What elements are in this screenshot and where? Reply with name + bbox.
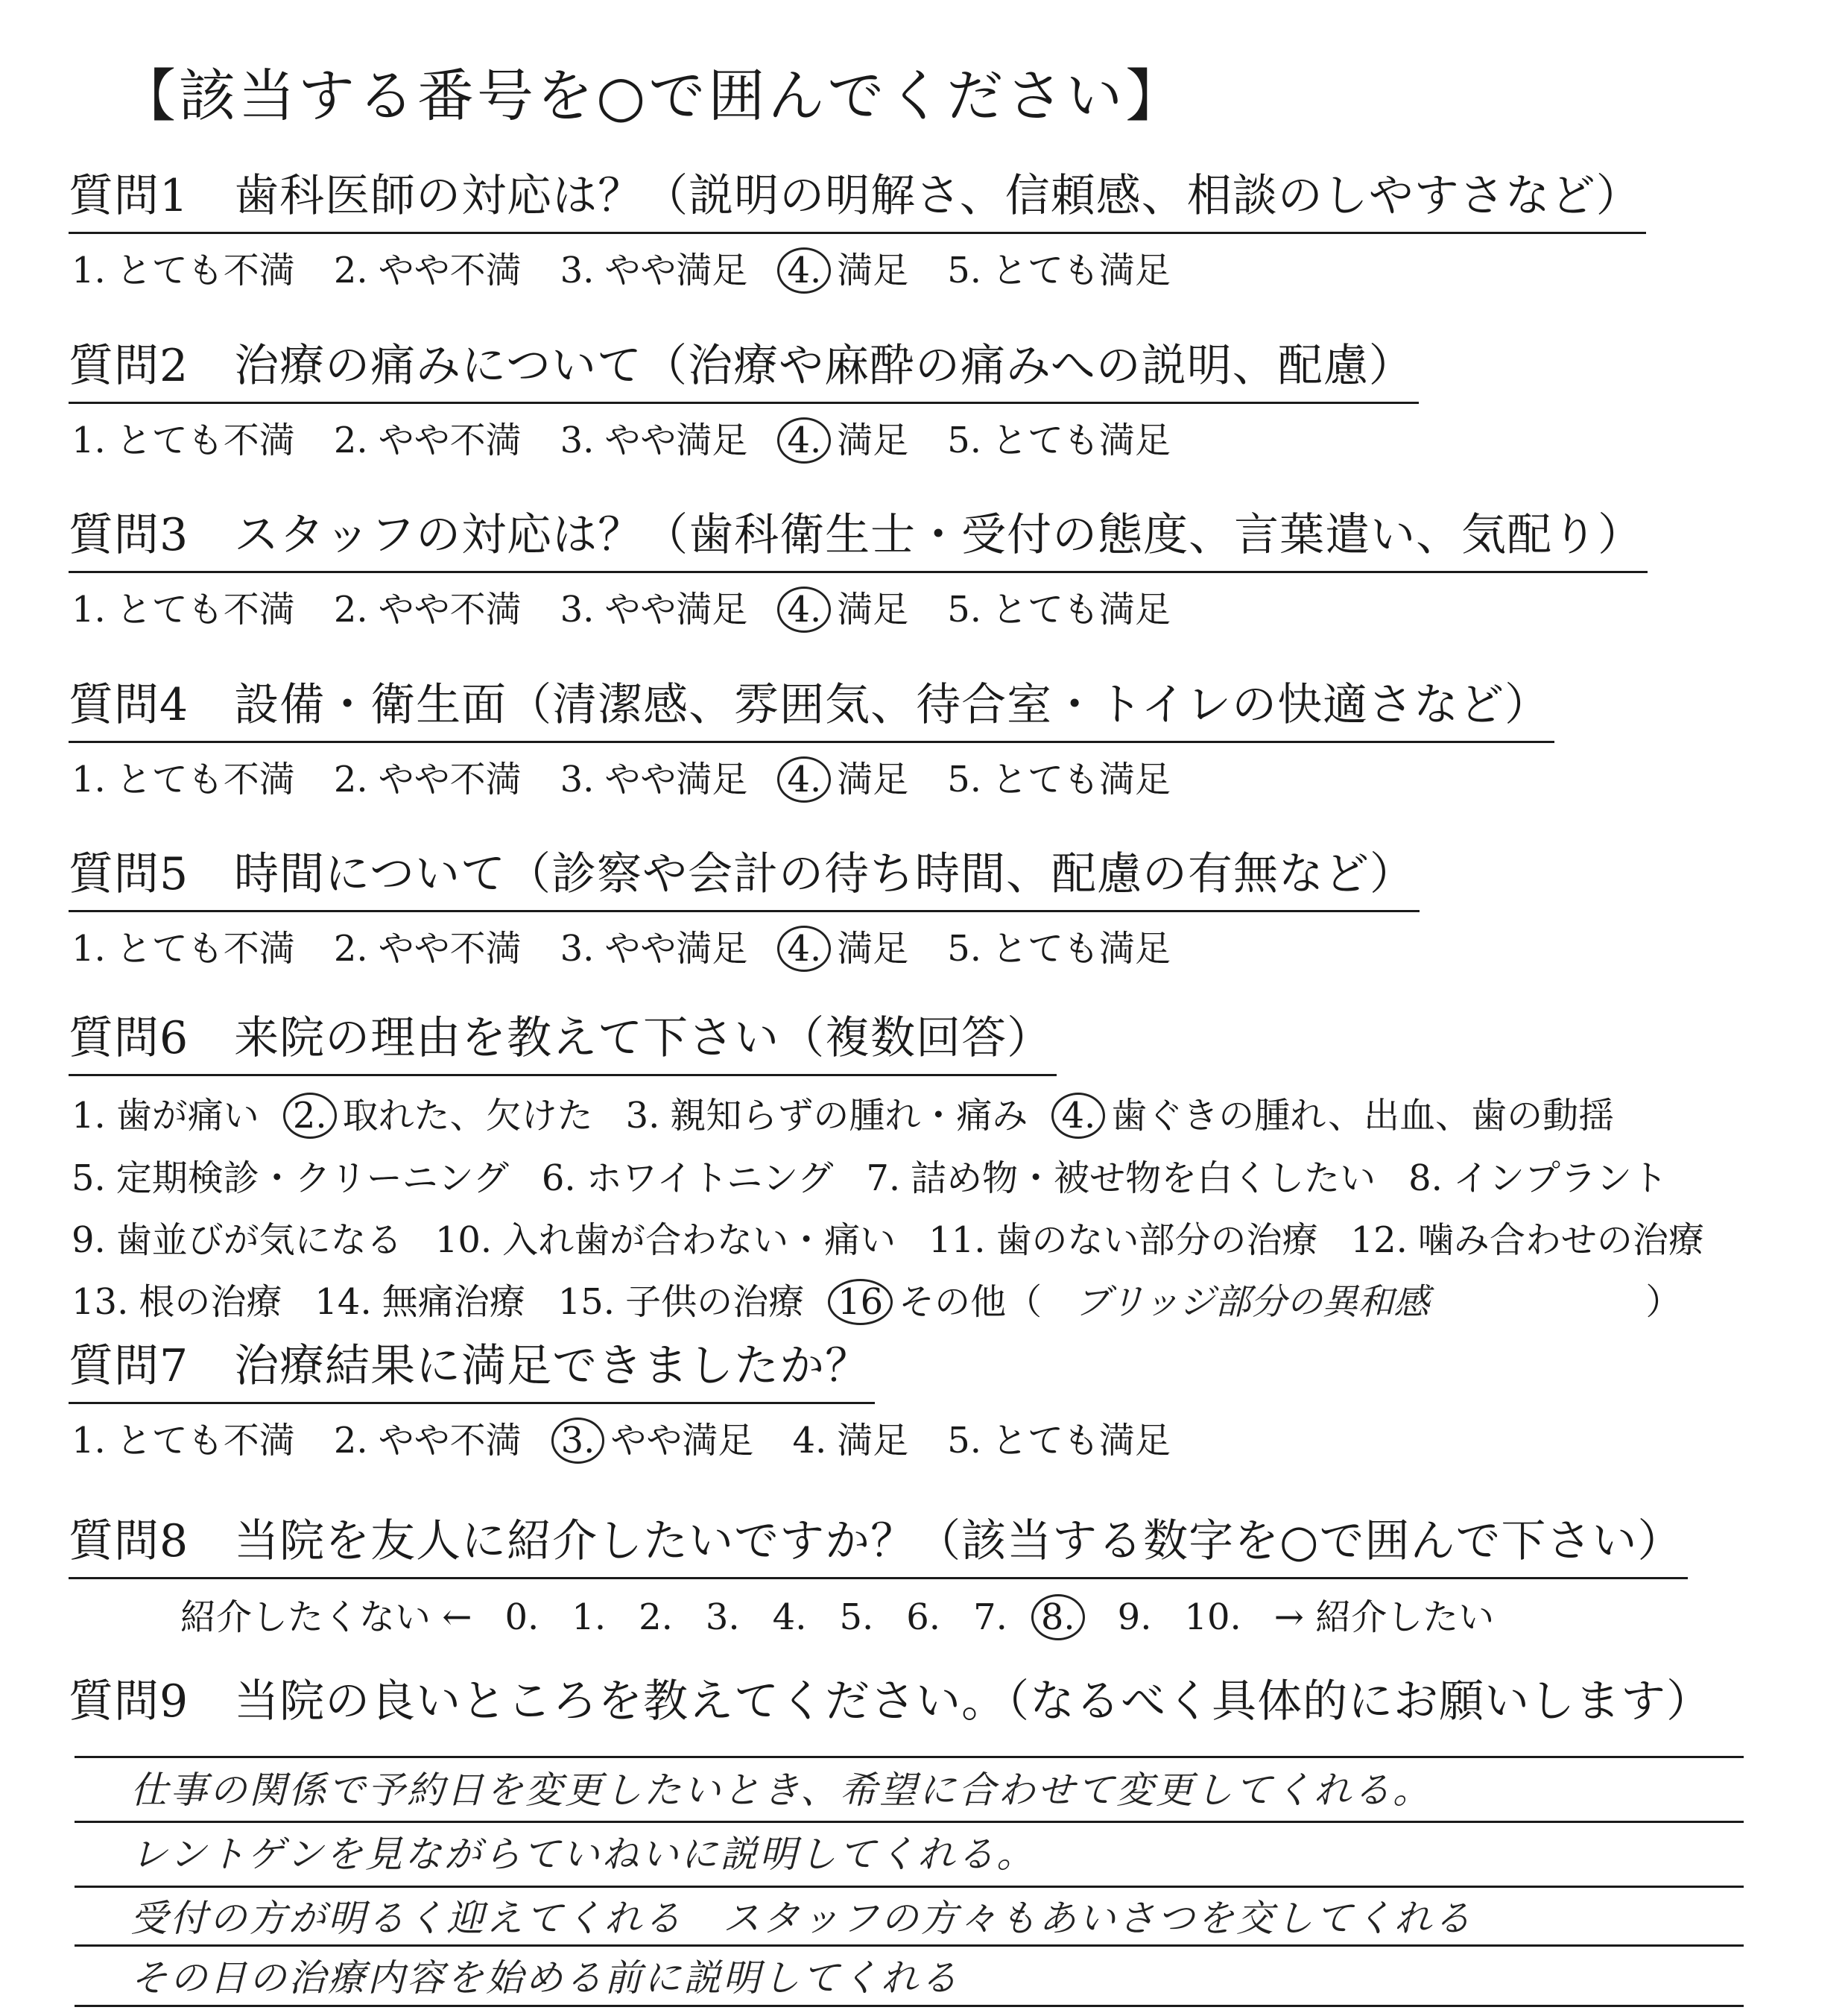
rating-option (792, 1412, 908, 1463)
option-label: とても満足 (992, 250, 1171, 291)
reason-option (626, 1087, 1028, 1138)
rating-option (334, 1412, 522, 1463)
page-heading: 【該当する番号を○で囲んでください】 (119, 63, 1186, 129)
option-label: 無痛治療 (382, 1281, 525, 1323)
option-label: とても不満 (116, 589, 295, 631)
rating-option (786, 411, 908, 464)
option-number: 2. (333, 759, 368, 800)
q6-line (69, 1087, 1737, 1139)
option-number: 3. (560, 759, 595, 800)
reason-option (1351, 1211, 1704, 1263)
rating-option (786, 750, 908, 803)
option-label: 噛み合わせの治療 (1417, 1219, 1704, 1261)
recommend-scale (69, 1588, 1688, 1640)
option-number: 5. (72, 1157, 106, 1199)
option-number: 5. (947, 420, 982, 461)
option-number: 2. (333, 250, 368, 291)
option-label: やや満足 (610, 1420, 754, 1461)
option-label: 歯ぐきの腫れ、出血、歯の動揺 (1111, 1095, 1615, 1137)
option-label: やや満足 (604, 928, 748, 970)
scale-value: 2. (639, 1596, 673, 1638)
option-number: 4. (777, 417, 831, 464)
handwritten-other-text: ブリッジ部分の異和感 (1075, 1281, 1430, 1323)
rating-option (334, 920, 522, 971)
handwritten-answer: 受付の方が明るく迎えてくれる スタッフの方々もあいさつを交してくれる (130, 1897, 1473, 1940)
option-label: 歯並びが気になる (116, 1219, 402, 1261)
rating-options (69, 581, 1648, 633)
scale-value: 9. (1117, 1596, 1152, 1638)
q6-line (69, 1211, 1737, 1263)
rating-option (72, 1412, 295, 1463)
scale-value: 3. (705, 1596, 740, 1638)
handwritten-answer: レントゲンを見ながらていねいに説明してくれる。 (130, 1833, 1037, 1876)
reason-option (542, 1149, 833, 1201)
option-label: 満足 (837, 589, 909, 631)
question-6 (69, 1002, 1737, 1325)
option-number: 3. (560, 589, 595, 631)
scale-value: 7. (973, 1596, 1007, 1638)
other-close-paren: ） (1645, 1281, 1682, 1323)
question-1 (69, 160, 1646, 294)
scale-value: 8. (1031, 1594, 1085, 1640)
rating-option (560, 581, 748, 632)
reason-option (866, 1149, 1376, 1201)
question-9 (69, 1666, 1712, 1730)
option-number: 5. (947, 250, 982, 291)
option-number: 1. (72, 1420, 106, 1461)
rating-option (72, 750, 295, 802)
option-label: やや満足 (604, 589, 748, 631)
option-label: 入れ歯が合わない・痛い (502, 1219, 896, 1261)
scale-value: 10. (1184, 1596, 1241, 1638)
option-number: 12. (1350, 1219, 1408, 1261)
reason-option (72, 1211, 402, 1263)
option-label: 詰め物・被せ物を白くしたい (911, 1157, 1376, 1199)
option-label: とても不満 (116, 250, 295, 291)
rating-option (560, 241, 748, 293)
rating-option (560, 750, 748, 802)
option-number: 2. (333, 1420, 368, 1461)
reason-option (292, 1087, 593, 1139)
answer-rule (75, 1944, 1744, 1947)
option-label: その他（ (899, 1281, 1042, 1323)
option-label: 根の治療 (139, 1281, 282, 1323)
question-title: 質問6 来院の理由を教えて下さい（複数回答） (69, 1002, 1057, 1076)
rating-option (560, 411, 748, 463)
option-label: 親知らずの腫れ・痛み (670, 1095, 1028, 1137)
option-label: やや満足 (604, 250, 748, 291)
rating-option (947, 581, 1171, 632)
option-number: 1. (72, 1095, 106, 1137)
option-number: 1. (72, 759, 106, 800)
question-3 (69, 499, 1648, 633)
rating-option (947, 411, 1171, 463)
option-number: 3. (560, 250, 595, 291)
option-number: 5. (947, 1420, 982, 1461)
q6-line (69, 1273, 1737, 1325)
option-label: ホワイトニング (586, 1157, 834, 1199)
option-label: やや満足 (604, 759, 748, 800)
option-label: 取れた、欠けた (342, 1095, 593, 1137)
question-5 (69, 838, 1420, 972)
scale-value: 4. (772, 1596, 807, 1638)
reason-option (558, 1273, 804, 1324)
rating-option (72, 411, 295, 463)
option-number: 2. (333, 420, 368, 461)
scale-value: 6. (906, 1596, 941, 1638)
question-title: 質問2 治療の痛みについて（治療や麻酔の痛みへの説明、配慮） (69, 330, 1419, 404)
rating-options (69, 1412, 1209, 1464)
option-label: とても満足 (992, 589, 1171, 631)
question-title: 質問5 時間について（診察や会計の待ち時間、配慮の有無など） (69, 838, 1420, 912)
rating-option (786, 581, 908, 633)
option-number: 11. (928, 1219, 986, 1261)
answer-rule (75, 1756, 1744, 1758)
rating-option (947, 1412, 1171, 1463)
option-label: とても満足 (992, 1420, 1171, 1461)
option-number: 8. (1408, 1157, 1443, 1199)
rating-option (334, 581, 522, 632)
option-label: インプラント (1452, 1157, 1668, 1199)
option-number: 6. (541, 1157, 576, 1199)
option-label: 満足 (837, 928, 909, 970)
question-title: 質問9 当院の良いところを教えてください。（なるべく具体的にお願いします） (69, 1675, 1712, 1728)
answer-rule (75, 2005, 1744, 2007)
rating-option (334, 750, 522, 802)
option-label: やや不満 (378, 1420, 522, 1461)
option-number: 4. (777, 926, 831, 972)
reason-option (928, 1211, 1317, 1263)
option-number: 2. (283, 1093, 337, 1139)
scale-value: 0. (504, 1596, 539, 1638)
rating-options (69, 411, 1419, 464)
option-number: 10. (434, 1219, 493, 1261)
rating-options (69, 920, 1420, 972)
option-number: 4. (777, 756, 831, 803)
rating-option (560, 920, 748, 971)
option-number: 3. (560, 928, 595, 970)
option-label: やや満足 (604, 420, 748, 461)
question-title: 質問8 当院を友人に紹介したいですか？（該当する数字を○で囲んで下さい） (69, 1505, 1688, 1579)
reason-option (72, 1149, 509, 1201)
option-number: 15. (557, 1281, 616, 1323)
handwritten-answer: 仕事の関係で予約日を変更したいとき、希望に合わせて変更してくれる。 (130, 1769, 1432, 1812)
answer-rule (75, 1821, 1744, 1823)
rating-option (786, 920, 908, 972)
option-number: 4. (777, 587, 831, 633)
rating-option (72, 920, 295, 971)
option-number: 3. (560, 420, 595, 461)
option-label: とても不満 (116, 928, 295, 970)
option-number: 1. (72, 589, 106, 631)
option-label: 子供の治療 (625, 1281, 805, 1323)
option-number: 5. (947, 928, 982, 970)
reason-option (1060, 1087, 1614, 1139)
option-label: とても満足 (992, 759, 1171, 800)
question-title: 質問1 歯科医師の対応は？（説明の明解さ、信頼感、相談のしやすさなど） (69, 160, 1646, 234)
option-number: 4. (777, 247, 831, 294)
reason-option (72, 1087, 259, 1138)
option-label: とても不満 (116, 420, 295, 461)
question-title: 質問7 治療結果に満足できましたか？ (69, 1330, 875, 1404)
question-4 (69, 669, 1554, 803)
scale-left-label: 紹介したくない ← (180, 1596, 472, 1638)
q6-line (69, 1149, 1737, 1201)
option-number: 5. (947, 759, 982, 800)
option-label: とても満足 (992, 420, 1171, 461)
option-number: 9. (72, 1219, 106, 1261)
scale-value: 1. (572, 1596, 607, 1638)
scale-value: 5. (839, 1596, 874, 1638)
rating-option (334, 241, 522, 293)
option-label: 歯が痛い (116, 1095, 259, 1137)
option-number: 3. (551, 1418, 605, 1464)
option-label: やや不満 (378, 928, 522, 970)
rating-option (786, 241, 908, 294)
option-label: 満足 (837, 759, 909, 800)
rating-options (69, 750, 1554, 803)
option-number: 4. (792, 1420, 827, 1461)
question-title: 質問3 スタッフの対応は？（歯科衛生士・受付の態度、言葉遣い、気配り） (69, 499, 1648, 573)
option-label: とても満足 (992, 928, 1171, 970)
option-label: とても不満 (116, 1420, 295, 1461)
option-label: とても不満 (116, 759, 295, 800)
rating-option (560, 1412, 754, 1464)
option-number: 1. (72, 250, 106, 291)
option-label: 満足 (837, 250, 909, 291)
option-number: 1. (72, 928, 106, 970)
reason-option (314, 1273, 525, 1324)
rating-option (947, 920, 1171, 971)
option-label: 歯のない部分の治療 (996, 1219, 1318, 1261)
reason-option (72, 1273, 282, 1324)
reason-option (435, 1211, 896, 1263)
reason-option (1408, 1149, 1668, 1201)
question-2 (69, 330, 1419, 464)
option-label: 満足 (837, 420, 909, 461)
option-number: 4. (1051, 1093, 1105, 1139)
rating-option (72, 241, 295, 293)
option-label: やや不満 (378, 759, 522, 800)
option-label: やや不満 (378, 420, 522, 461)
reason-option (837, 1273, 1042, 1325)
option-number: 7. (866, 1157, 901, 1199)
option-number: 2. (333, 589, 368, 631)
option-number: 3. (625, 1095, 660, 1137)
scale-right-label: → 紹介したい (1273, 1596, 1495, 1638)
rating-option (72, 581, 295, 632)
option-number: 5. (947, 589, 982, 631)
rating-options (69, 241, 1646, 294)
option-label: やや不満 (378, 589, 522, 631)
answer-rule (75, 1886, 1744, 1888)
rating-option (334, 411, 522, 463)
question-8 (69, 1505, 1688, 1640)
option-label: 定期検診・クリーニング (116, 1157, 509, 1199)
option-label: 満足 (837, 1420, 909, 1461)
handwritten-answer: その日の治療内容を始める前に説明してくれる (130, 1956, 960, 2000)
option-label: やや不満 (378, 250, 522, 291)
option-number: 13. (72, 1281, 129, 1323)
option-number: 14. (314, 1281, 372, 1323)
option-number: 16 (828, 1279, 893, 1325)
option-number: 1. (72, 420, 106, 461)
question-7 (69, 1330, 1209, 1464)
rating-option (947, 241, 1171, 293)
question-title: 質問4 設備・衛生面（清潔感、雰囲気、待合室・トイレの快適さなど） (69, 669, 1554, 743)
option-number: 2. (333, 928, 368, 970)
rating-option (947, 750, 1171, 802)
